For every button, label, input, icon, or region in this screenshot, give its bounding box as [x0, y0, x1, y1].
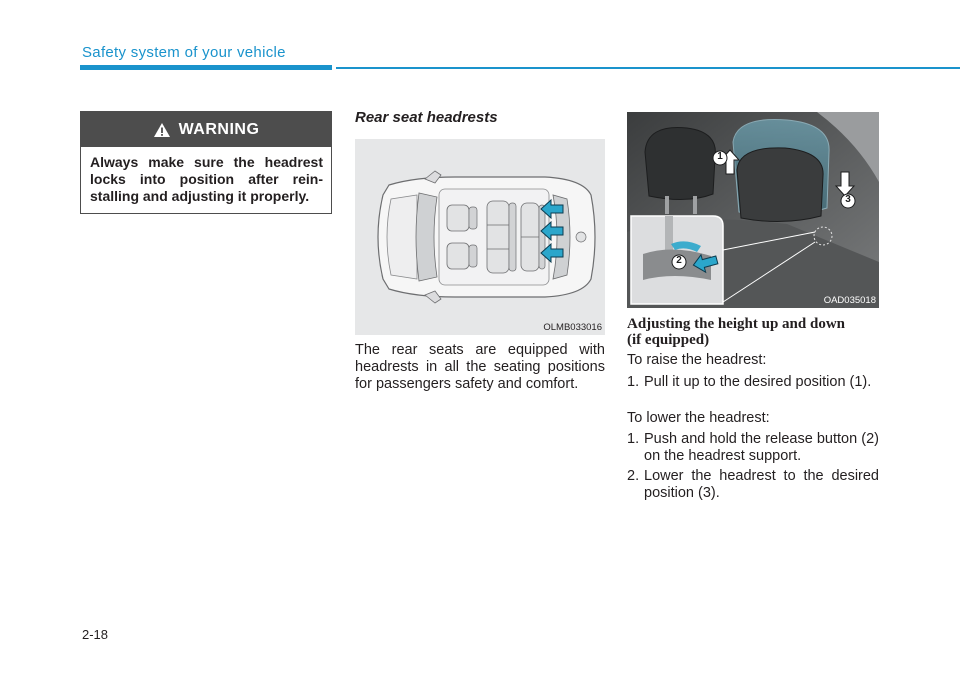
warning-text: Always make sure the headrest locks into position after rein-stalling and adjusting it properly. [90, 154, 323, 204]
warning-triangle-icon [153, 122, 171, 138]
adjusting-heading-line1: Adjusting the height up and down [627, 316, 845, 332]
lower-intro: To lower the headrest: [627, 410, 770, 426]
callout-1-label: 1 [717, 151, 723, 162]
rear-headrests-body: The rear seats are equipped with headrests in all the seating positions for passengers safety and comfort. [355, 342, 605, 392]
car-top-view-figure [355, 139, 605, 335]
figure-code: OAD035018 [823, 295, 876, 306]
adjusting-heading [627, 316, 879, 348]
header-rule [336, 67, 960, 69]
callout-2-label: 2 [676, 255, 682, 266]
rear-headrests-heading: Rear seat headrests [355, 109, 498, 126]
header-accent-bar [80, 65, 332, 70]
raise-intro: To raise the headrest: [627, 352, 767, 368]
lower-step-2 [627, 468, 879, 502]
step-text: Pull it up to the desired position (1). [644, 374, 872, 390]
step-number: 1. [627, 431, 640, 447]
figure-code: OLMB033016 [543, 322, 602, 333]
step-number: 2. [627, 468, 640, 484]
warning-box [80, 111, 332, 214]
headrest-illustration [627, 112, 879, 308]
step-text: Push and hold the release button (2) on the headrest support. [644, 431, 879, 464]
car-top-view-illustration [355, 139, 605, 335]
headrest-adjustment-figure [627, 112, 879, 308]
adjusting-heading-line2: (if equipped) [627, 332, 710, 348]
step-text: Lower the headrest to the desired position (3). [644, 468, 879, 501]
section-title: Safety system of your vehicle [82, 44, 286, 61]
warning-header [81, 112, 331, 147]
step-number: 1. [627, 374, 640, 390]
callout-3-label: 3 [845, 194, 851, 205]
warning-title: WARNING [178, 120, 260, 138]
lower-step-1 [627, 431, 879, 465]
page-number: 2-18 [82, 627, 109, 642]
raise-step-1 [627, 374, 879, 391]
